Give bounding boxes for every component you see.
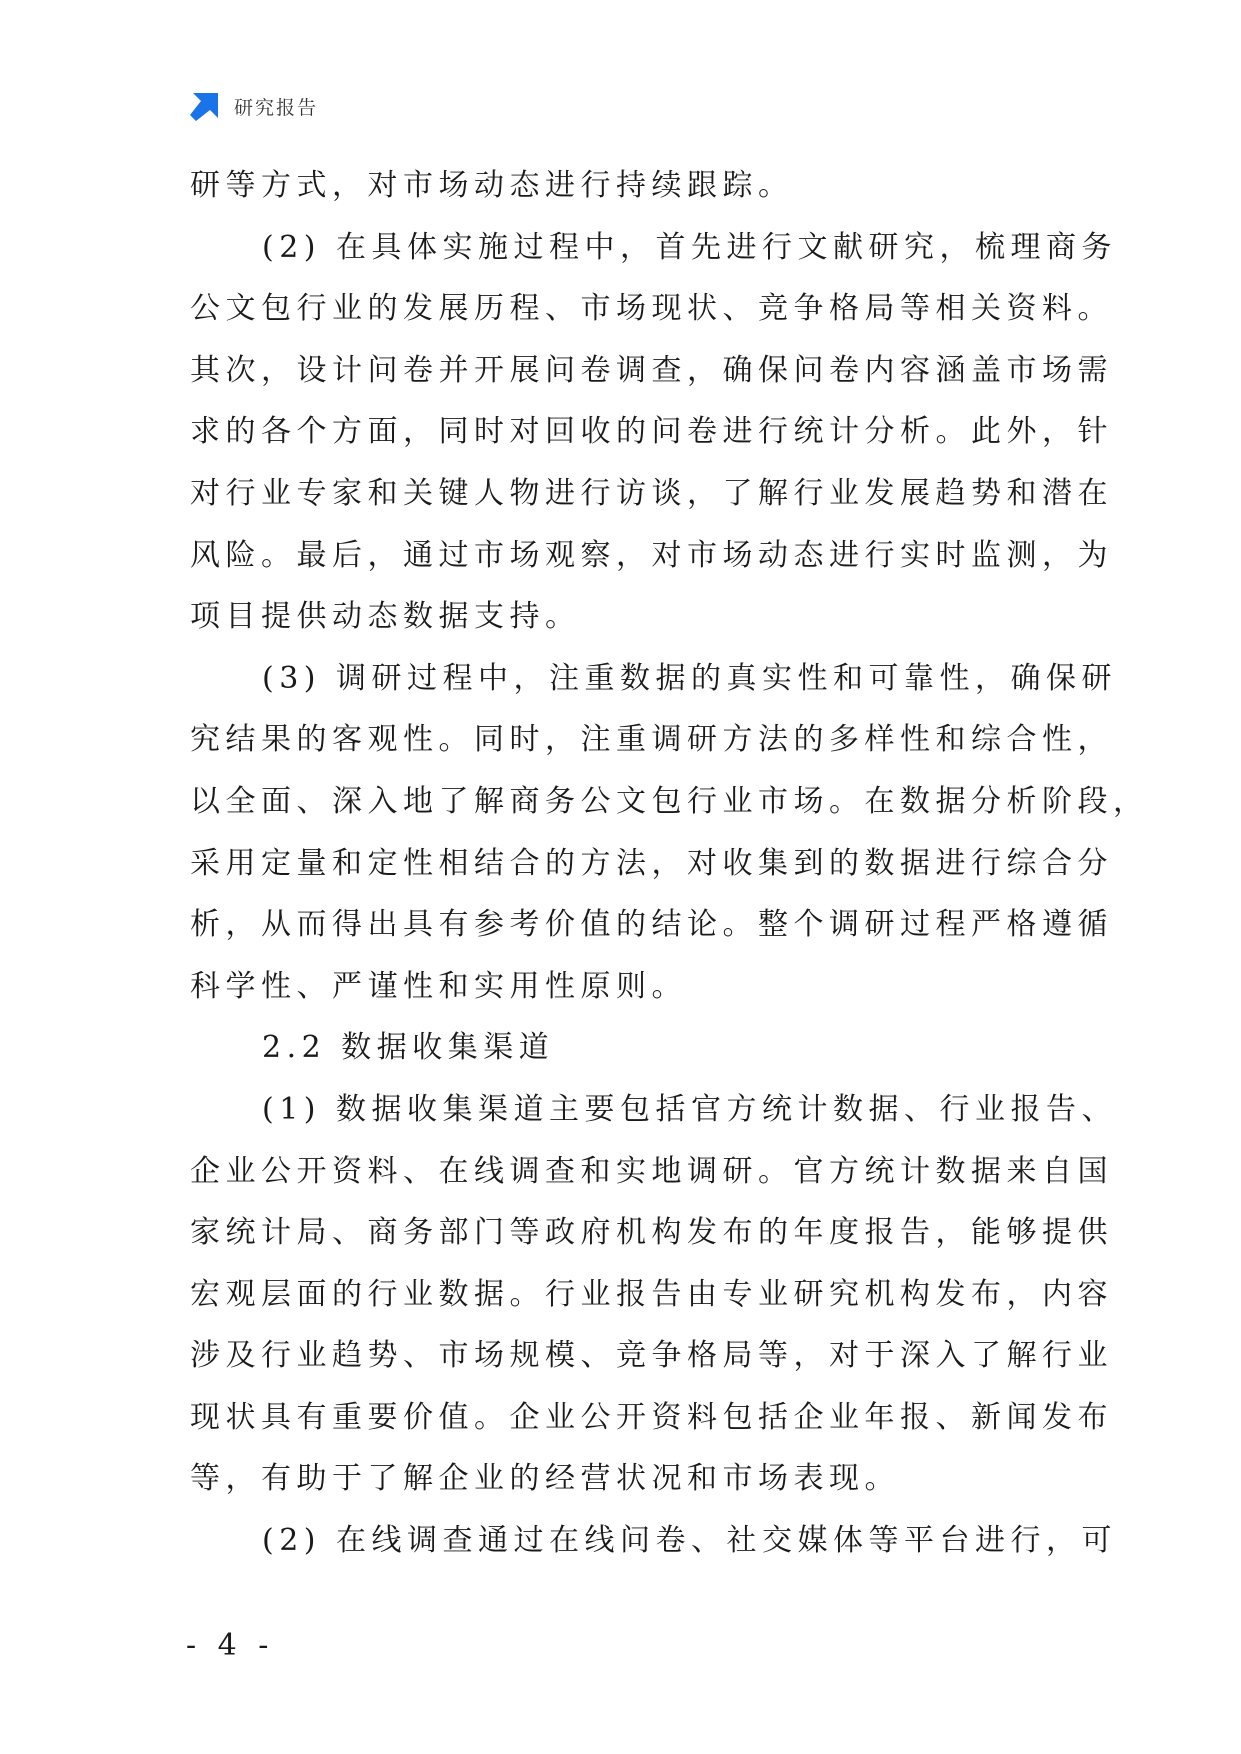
page-number: - 4 -: [186, 1628, 275, 1663]
text-line: 采用定量和定性相结合的方法，对收集到的数据进行综合分: [190, 845, 1113, 881]
text-line: 项目提供动态数据支持。: [190, 599, 581, 635]
text-line: 涉及行业趋势、市场规模、竞争格局等，对于深入了解行业: [190, 1338, 1113, 1374]
paragraph-start: (3) 调研过程中，注重数据的真实性和可靠性，确保研: [262, 660, 1118, 696]
page-header: [188, 88, 318, 124]
paragraph-start: (2) 在线调查通过在线问卷、社交媒体等平台进行，可: [262, 1523, 1118, 1559]
text-line: 公文包行业的发展历程、市场现状、竞争格局等相关资料。: [190, 291, 1113, 327]
header-title: 研究报告: [234, 96, 319, 119]
text-line: 析，从而得出具有参考价值的结论。整个调研过程严格遵循: [190, 907, 1113, 943]
text-line: 现状具有重要价值。企业公开资料包括企业年报、新闻发布: [190, 1399, 1113, 1435]
text-line: 研等方式，对市场动态进行持续跟踪。: [190, 168, 794, 203]
text-line: 科学性、严谨性和实用性原则。: [190, 968, 687, 1004]
text-line: 宏观层面的行业数据。行业报告由专业研究机构发布，内容: [190, 1276, 1113, 1312]
paragraph-start: (2) 在具体实施过程中，首先进行文献研究，梳理商务: [262, 229, 1118, 265]
text-line: 究结果的客观性。同时，注重调研方法的多样性和综合性，: [190, 722, 1113, 758]
arrow-logo-icon: [188, 89, 222, 123]
text-line: 其次，设计问卷并开展问卷调查，确保问卷内容涵盖市场需: [190, 352, 1113, 388]
text-line: 求的各个方面，同时对回收的问卷进行统计分析。此外，针: [190, 414, 1113, 450]
text-line: 对行业专家和关键人物进行访谈，了解行业发展趋势和潜在: [190, 475, 1113, 511]
document-body: [190, 155, 1149, 1572]
paragraph-start: (1) 数据收集渠道主要包括官方统计数据、行业报告、: [262, 1091, 1118, 1127]
text-line: 等，有助于了解企业的经营状况和市场表现。: [190, 1461, 900, 1497]
text-line: 企业公开资料、在线调查和实地调研。官方统计数据来自国: [190, 1153, 1113, 1189]
text-line: 以全面、深入地了解商务公文包行业市场。在数据分析阶段，: [190, 783, 1149, 819]
text-line: 家统计局、商务部门等政府机构发布的年度报告，能够提供: [190, 1215, 1113, 1251]
text-line: 风险。最后，通过市场观察，对市场动态进行实时监测，为: [190, 537, 1113, 573]
section-heading: 2.2 数据收集渠道: [262, 1030, 555, 1066]
